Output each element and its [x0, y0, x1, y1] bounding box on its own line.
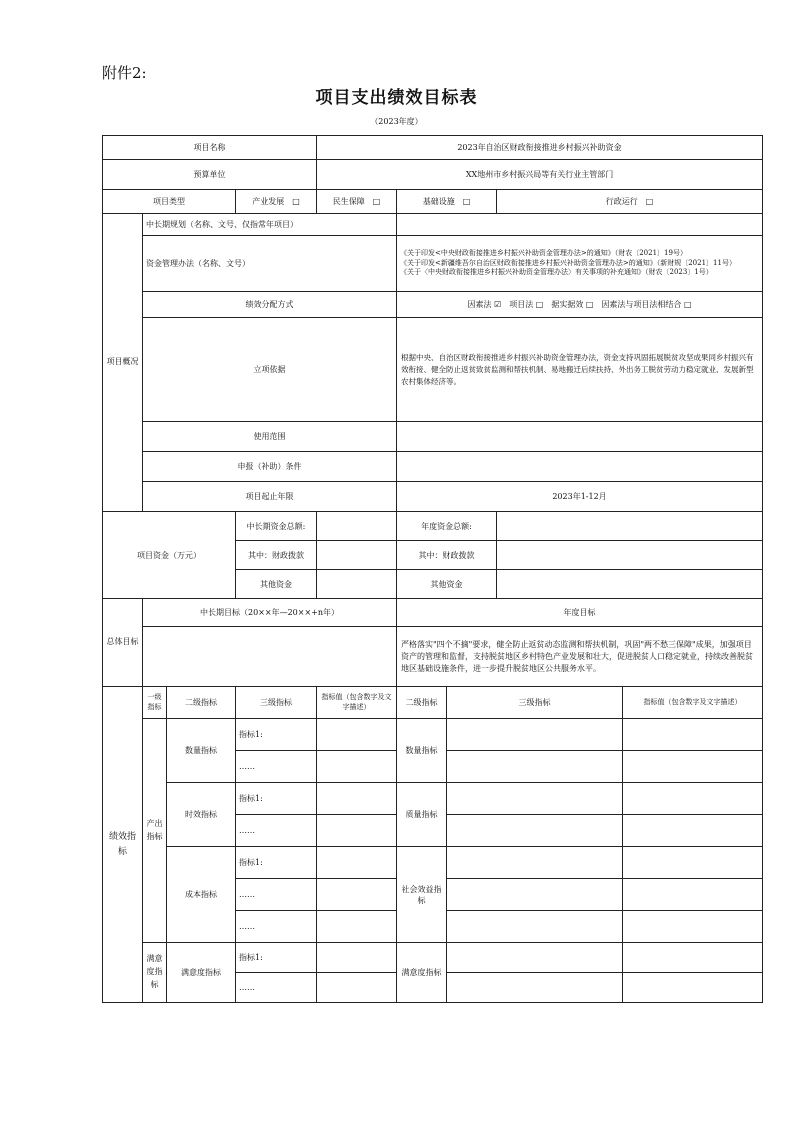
attachment-label: 附件2:: [102, 64, 147, 82]
quantity-indicator-label: 数量指标: [167, 719, 236, 783]
indicators-section-label: 绩效指标: [103, 687, 143, 1003]
indicator-cell-b[interactable]: [447, 911, 623, 943]
indicator-cell[interactable]: 指标1:: [236, 719, 317, 751]
indicator-value-cell-b[interactable]: [623, 879, 763, 911]
indicator-value-cell[interactable]: [317, 911, 397, 943]
output-indicator-label: 产出指标: [143, 719, 167, 943]
fund-method-line: 《关于印发<中央财政衔接推进乡村振兴补助资金管理办法>的通知》（财农〔2021〕19号）: [400, 249, 687, 258]
application-condition-label: 申报（补助）条件: [143, 452, 397, 482]
col-level1-header: 一级指标: [143, 687, 167, 719]
annual-fiscal-value: [497, 541, 763, 570]
midterm-fiscal-value: [317, 541, 397, 570]
indicator-value-cell[interactable]: [317, 751, 397, 783]
performance-table: [102, 135, 763, 1003]
indicator-value-cell[interactable]: [317, 943, 397, 973]
annual-goal-label: 年度目标: [397, 599, 763, 627]
type-option-livelihood[interactable]: 民生保障 □: [317, 190, 397, 214]
annual-other-value: [497, 570, 763, 599]
indicator-value-cell[interactable]: [317, 783, 397, 815]
indicator-value-cell-b[interactable]: [623, 943, 763, 973]
col-valueb-header: 指标值（包含数字及文字描述）: [623, 687, 763, 719]
budget-unit-value: XX地州市乡村振兴局等有关行业主管部门: [317, 160, 763, 190]
midterm-total-value: [317, 512, 397, 541]
usage-scope-label: 使用范围: [143, 422, 397, 452]
year-label: （2023年度）: [370, 117, 423, 126]
project-period-value: 2023年1-12月: [397, 482, 763, 512]
indicator-value-cell-b[interactable]: [623, 751, 763, 783]
timeliness-indicator-label: 时效指标: [167, 783, 236, 847]
satisfaction-level1-label: 满意度指标: [143, 943, 167, 1003]
midterm-goal-label: 中长期目标（20××年—20××+n年）: [143, 599, 397, 627]
midterm-goal-value: [143, 627, 397, 687]
indicator-value-cell[interactable]: [317, 879, 397, 911]
indicator-cell-b[interactable]: [447, 879, 623, 911]
indicator-cell-b[interactable]: [447, 783, 623, 815]
project-period-label: 项目起止年限: [143, 482, 397, 512]
indicator-cell-b[interactable]: [447, 847, 623, 879]
indicator-cell-b[interactable]: [447, 973, 623, 1003]
indicator-value-cell-b[interactable]: [623, 847, 763, 879]
cost-indicator-label: 成本指标: [167, 847, 236, 943]
midterm-plan-label: 中长期规划（名称、文号、仅指常年项目）: [143, 214, 397, 236]
fund-method-label: 资金管理办法（名称、文号）: [143, 236, 397, 292]
col-level2-header: 二级指标: [167, 687, 236, 719]
satisfaction-level2-label: 满意度指标: [167, 943, 236, 1003]
indicator-value-cell-b[interactable]: [623, 783, 763, 815]
indicator-cell-b[interactable]: [447, 751, 623, 783]
indicator-cell-b[interactable]: [447, 719, 623, 751]
indicator-cell[interactable]: 指标1:: [236, 783, 317, 815]
project-name-value: 2023年自治区财政衔接推进乡村振兴补助资金: [317, 136, 763, 160]
indicator-value-cell[interactable]: [317, 815, 397, 847]
satisfaction-indicator-label-b: 满意度指标: [397, 943, 447, 1003]
indicator-cell[interactable]: 指标1:: [236, 943, 317, 973]
indicator-value-cell-b[interactable]: [623, 815, 763, 847]
allocation-method-value[interactable]: 因素法 ☑ 项目法 □ 据实据效 □ 因素法与项目法相结合 □: [397, 292, 763, 318]
annual-fiscal-label: 其中：财政拨款: [397, 541, 497, 570]
annual-other-label: 其他资金: [397, 570, 497, 599]
budget-unit-label: 预算单位: [103, 160, 317, 190]
annual-goal-text: 严格落实"四个不摘"要求，健全防止返贫动态监测和帮扶机制，巩固"两不愁三保障"成果，加强项目资产的管理和监督，支持脱贫地区乡村特色产业发展和壮大，促进脱贫人口稳定就业，持续改善脱贫地区基础设施条件，进一步提升脱贫地区公共服务水平。: [397, 627, 763, 687]
indicator-value-cell[interactable]: [317, 973, 397, 1003]
indicator-value-cell[interactable]: [317, 719, 397, 751]
application-condition-value: [397, 452, 763, 482]
indicator-cell-b[interactable]: [447, 943, 623, 973]
indicator-value-cell[interactable]: [317, 847, 397, 879]
overview-section-label: 项目概况: [103, 214, 143, 512]
indicator-cell[interactable]: ……: [236, 973, 317, 1003]
midterm-plan-value: [397, 214, 763, 236]
indicator-cell[interactable]: ……: [236, 879, 317, 911]
indicator-cell[interactable]: 指标1:: [236, 847, 317, 879]
fund-method-value: [397, 236, 763, 292]
indicator-cell[interactable]: ……: [236, 751, 317, 783]
page-title: 项目支出绩效目标表: [315, 88, 478, 108]
project-basis-label: 立项依据: [143, 318, 397, 422]
indicator-value-cell-b[interactable]: [623, 911, 763, 943]
overall-goals-label: 总体目标: [103, 599, 143, 687]
midterm-other-label: 其他资金: [236, 570, 317, 599]
project-name-label: 项目名称: [103, 136, 317, 160]
annual-total-value: [497, 512, 763, 541]
fund-method-line: 《关于印发<新疆维吾尔自治区财政衔接推进乡村振兴补助资金管理办法>的通知》（新财规〔2021〕11号）: [400, 258, 736, 267]
midterm-other-value: [317, 570, 397, 599]
col-value-header: 指标值（包含数字及文字描述）: [317, 687, 397, 719]
fund-method-line: 《关于〈中央财政衔接推进乡村振兴补助资金管理办法〉有关事项的补充通知》（财农〔2023〕1号）: [400, 268, 713, 277]
type-option-infrastructure[interactable]: 基础设施 □: [397, 190, 497, 214]
social-benefit-indicator-label-b: 社会效益指标: [397, 847, 447, 943]
allocation-method-label: 绩效分配方式: [143, 292, 397, 318]
quality-indicator-label-b: 质量指标: [397, 783, 447, 847]
col-level3-header: 三级指标: [236, 687, 317, 719]
type-option-industry[interactable]: 产业发展 □: [236, 190, 317, 214]
project-basis-text: 根据中央、自治区财政衔接推进乡村振兴补助资金管理办法，资金支持巩固拓展脱贫攻坚成果同乡村振兴有效衔接、健全防止返贫致贫监测和帮扶机制、易地搬迁后续扶持、外出务工脱贫劳动力稳定就业、发展新型农村集体经济等。: [397, 318, 763, 422]
type-option-administration[interactable]: 行政运行 □: [497, 190, 763, 214]
indicator-value-cell-b[interactable]: [623, 973, 763, 1003]
indicator-cell[interactable]: ……: [236, 815, 317, 847]
midterm-total-label: 中长期资金总额:: [236, 512, 317, 541]
midterm-fiscal-label: 其中：财政拨款: [236, 541, 317, 570]
col-level3b-header: 三级指标: [447, 687, 623, 719]
annual-total-label: 年度资金总额:: [397, 512, 497, 541]
quantity-indicator-label-b: 数量指标: [397, 719, 447, 783]
project-type-label: 项目类型: [103, 190, 236, 214]
project-funds-label: 项目资金（万元）: [103, 512, 236, 599]
usage-scope-value: [397, 422, 763, 452]
indicator-cell[interactable]: ……: [236, 911, 317, 943]
col-level2b-header: 二级指标: [397, 687, 447, 719]
indicator-value-cell-b[interactable]: [623, 719, 763, 751]
indicator-cell-b[interactable]: [447, 815, 623, 847]
